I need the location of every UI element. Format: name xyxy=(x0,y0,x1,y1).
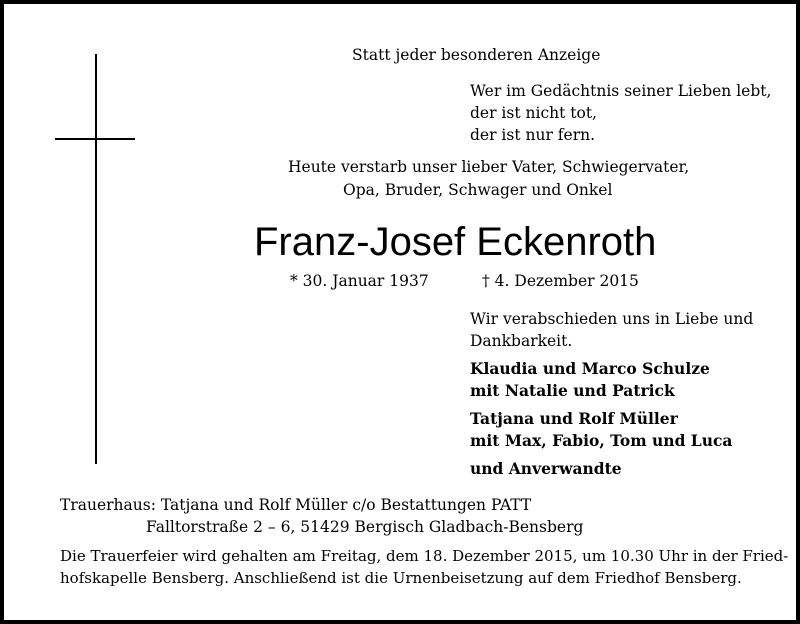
farewell-line: Dankbarkeit. xyxy=(470,332,573,350)
death-date: † 4. Dezember 2015 xyxy=(482,272,639,290)
poem-line: der ist nicht tot, xyxy=(470,104,597,122)
family-line: mit Natalie und Patrick xyxy=(470,381,675,400)
cross-icon-bar xyxy=(55,138,135,140)
deceased-name: Franz-Josef Eckenroth xyxy=(254,220,657,264)
family-line: mit Max, Fabio, Tom und Luca xyxy=(470,431,733,450)
family-line: Klaudia und Marco Schulze xyxy=(470,359,710,378)
mourning-house-address: Falltorstraße 2 – 6, 51429 Bergisch Gladbach-Bensberg xyxy=(146,518,584,536)
intro-line: Opa, Bruder, Schwager und Onkel xyxy=(343,181,613,199)
family-line: und Anverwandte xyxy=(470,459,622,478)
birth-date: * 30. Januar 1937 xyxy=(290,272,429,290)
farewell-line: Wir verabschieden uns in Liebe und xyxy=(470,310,754,328)
family-line: Tatjana und Rolf Müller xyxy=(470,409,678,428)
poem-line: Wer im Gedächtnis seiner Lieben lebt, xyxy=(470,82,772,100)
cross-icon xyxy=(95,54,97,464)
header-text: Statt jeder besonderen Anzeige xyxy=(352,46,601,64)
poem-line: der ist nur fern. xyxy=(470,126,596,144)
service-line: hofskapelle Bensberg. Anschließend ist die Urnenbeisetzung auf dem Friedhof Bensberg. xyxy=(60,569,742,587)
mourning-house-line: Trauerhaus: Tatjana und Rolf Müller c/o Bestattungen PATT xyxy=(60,496,532,514)
service-line: Die Trauerfeier wird gehalten am Freitag, dem 18. Dezember 2015, um 10.30 Uhr in der Fried- xyxy=(60,547,789,565)
intro-line: Heute verstarb unser lieber Vater, Schwiegervater, xyxy=(288,158,690,176)
